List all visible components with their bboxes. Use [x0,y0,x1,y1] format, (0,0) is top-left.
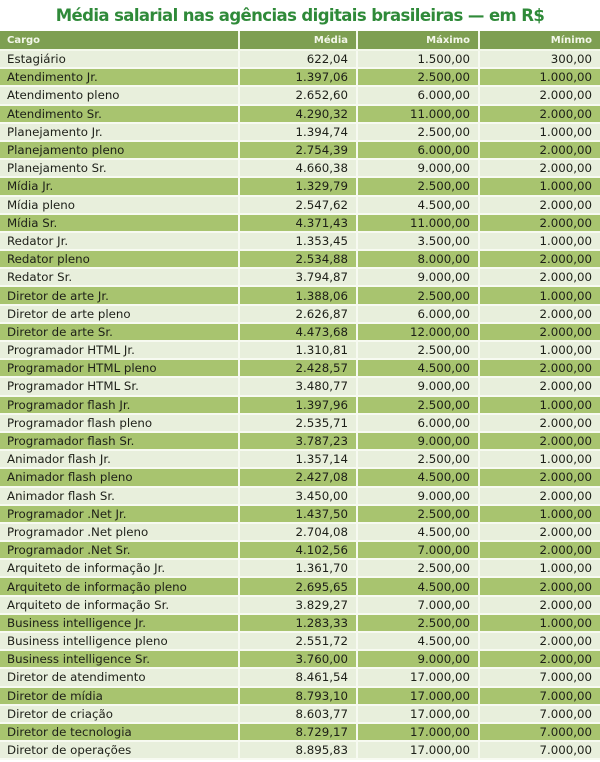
table-row [0,506,600,524]
cell-minimo: 300,00 [480,51,600,69]
cell-media: 4.660,38 [240,160,358,178]
cell-media: 3.450,00 [240,488,358,506]
cell-minimo: 7.000,00 [480,706,600,724]
table-row [0,451,600,469]
cell-minimo: 2.000,00 [480,197,600,215]
cell-minimo: 2.000,00 [480,378,600,396]
cell-media: 1.397,06 [240,69,358,87]
cell-minimo: 2.000,00 [480,633,600,651]
cell-media: 622,04 [240,51,358,69]
cell-media: 4.371,43 [240,215,358,233]
table-row [0,142,600,160]
cell-media: 2.547,62 [240,197,358,215]
cell-minimo: 1.000,00 [480,615,600,633]
cell-cargo: Animador flash Jr. [0,451,240,469]
cell-media: 3.829,27 [240,597,358,615]
cell-maximo: 6.000,00 [358,142,480,160]
cell-media: 2.704,08 [240,524,358,542]
cell-maximo: 7.000,00 [358,542,480,560]
column-header-maximo: Máximo [358,31,480,51]
cell-cargo: Animador flash pleno [0,469,240,487]
table-row [0,688,600,706]
cell-cargo: Mídia Sr. [0,215,240,233]
table-row [0,106,600,124]
table-row [0,524,600,542]
cell-media: 2.534,88 [240,251,358,269]
header-row [0,31,600,51]
cell-media: 1.361,70 [240,560,358,578]
cell-media: 8.603,77 [240,706,358,724]
table-row [0,578,600,596]
cell-minimo: 2.000,00 [480,160,600,178]
table-row [0,633,600,651]
cell-cargo: Animador flash Sr. [0,488,240,506]
cell-maximo: 4.500,00 [358,197,480,215]
cell-cargo: Arquiteto de informação Sr. [0,597,240,615]
table-row [0,197,600,215]
cell-media: 2.754,39 [240,142,358,160]
cell-media: 8.461,54 [240,669,358,687]
cell-cargo: Business intelligence Jr. [0,615,240,633]
cell-cargo: Mídia pleno [0,197,240,215]
cell-media: 2.427,08 [240,469,358,487]
cell-media: 1.310,81 [240,342,358,360]
cell-cargo: Diretor de arte Sr. [0,324,240,342]
table-row [0,287,600,305]
cell-cargo: Diretor de arte pleno [0,306,240,324]
table-row [0,251,600,269]
cell-cargo: Programador HTML Jr. [0,342,240,360]
cell-maximo: 17.000,00 [358,742,480,760]
cell-media: 1.437,50 [240,506,358,524]
cell-media: 1.397,96 [240,397,358,415]
cell-minimo: 2.000,00 [480,215,600,233]
cell-cargo: Diretor de operações [0,742,240,760]
cell-maximo: 8.000,00 [358,251,480,269]
cell-minimo: 2.000,00 [480,651,600,669]
cell-minimo: 2.000,00 [480,106,600,124]
cell-minimo: 2.000,00 [480,360,600,378]
cell-media: 1.357,14 [240,451,358,469]
table-row [0,269,600,287]
cell-minimo: 2.000,00 [480,578,600,596]
cell-maximo: 17.000,00 [358,724,480,742]
table-row [0,415,600,433]
cell-cargo: Diretor de atendimento [0,669,240,687]
table-row [0,615,600,633]
cell-cargo: Planejamento pleno [0,142,240,160]
cell-media: 3.760,00 [240,651,358,669]
cell-cargo: Mídia Jr. [0,178,240,196]
table-row [0,542,600,560]
cell-maximo: 3.500,00 [358,233,480,251]
cell-media: 4.290,32 [240,106,358,124]
cell-maximo: 4.500,00 [358,633,480,651]
cell-maximo: 2.500,00 [358,615,480,633]
cell-minimo: 2.000,00 [480,269,600,287]
cell-minimo: 2.000,00 [480,306,600,324]
cell-cargo: Arquiteto de informação pleno [0,578,240,596]
cell-maximo: 9.000,00 [358,269,480,287]
cell-maximo: 17.000,00 [358,688,480,706]
cell-maximo: 9.000,00 [358,433,480,451]
cell-maximo: 9.000,00 [358,378,480,396]
cell-maximo: 2.500,00 [358,69,480,87]
column-header-cargo: Cargo [0,31,240,51]
cell-maximo: 2.500,00 [358,287,480,305]
table-row [0,233,600,251]
cell-cargo: Planejamento Sr. [0,160,240,178]
cell-cargo: Business intelligence Sr. [0,651,240,669]
cell-minimo: 1.000,00 [480,397,600,415]
cell-media: 3.794,87 [240,269,358,287]
cell-minimo: 2.000,00 [480,415,600,433]
cell-cargo: Business intelligence pleno [0,633,240,651]
cell-cargo: Programador HTML pleno [0,360,240,378]
cell-cargo: Atendimento Jr. [0,69,240,87]
cell-minimo: 1.000,00 [480,506,600,524]
cell-cargo: Programador flash Sr. [0,433,240,451]
table-row [0,742,600,760]
column-header-minimo: Mínimo [480,31,600,51]
cell-minimo: 1.000,00 [480,560,600,578]
table-row [0,69,600,87]
table-row [0,397,600,415]
cell-cargo: Atendimento Sr. [0,106,240,124]
table-row [0,306,600,324]
table-row [0,87,600,105]
cell-cargo: Diretor de mídia [0,688,240,706]
table-row [0,360,600,378]
table-row [0,651,600,669]
cell-maximo: 7.000,00 [358,597,480,615]
cell-minimo: 1.000,00 [480,124,600,142]
cell-minimo: 2.000,00 [480,433,600,451]
table-row [0,433,600,451]
cell-minimo: 1.000,00 [480,69,600,87]
cell-minimo: 1.000,00 [480,451,600,469]
cell-maximo: 9.000,00 [358,160,480,178]
cell-cargo: Programador .Net Jr. [0,506,240,524]
cell-media: 8.793,10 [240,688,358,706]
cell-cargo: Diretor de criação [0,706,240,724]
cell-cargo: Programador .Net pleno [0,524,240,542]
cell-minimo: 7.000,00 [480,688,600,706]
cell-minimo: 7.000,00 [480,724,600,742]
cell-media: 8.729,17 [240,724,358,742]
table-row [0,124,600,142]
cell-minimo: 2.000,00 [480,524,600,542]
table-row [0,342,600,360]
cell-cargo: Diretor de tecnologia [0,724,240,742]
cell-cargo: Programador HTML Sr. [0,378,240,396]
cell-maximo: 2.500,00 [358,342,480,360]
cell-maximo: 11.000,00 [358,106,480,124]
cell-minimo: 1.000,00 [480,178,600,196]
cell-cargo: Programador .Net Sr. [0,542,240,560]
cell-media: 1.388,06 [240,287,358,305]
cell-media: 1.353,45 [240,233,358,251]
cell-cargo: Planejamento Jr. [0,124,240,142]
cell-cargo: Diretor de arte Jr. [0,287,240,305]
salary-table [0,31,600,760]
cell-cargo: Redator Jr. [0,233,240,251]
cell-media: 2.535,71 [240,415,358,433]
cell-minimo: 2.000,00 [480,488,600,506]
cell-maximo: 11.000,00 [358,215,480,233]
cell-media: 2.551,72 [240,633,358,651]
table-row [0,215,600,233]
cell-cargo: Programador flash Jr. [0,397,240,415]
cell-maximo: 2.500,00 [358,124,480,142]
cell-maximo: 17.000,00 [358,669,480,687]
cell-media: 2.626,87 [240,306,358,324]
cell-minimo: 1.000,00 [480,287,600,305]
table-title: Média salarial nas agências digitais brasileiras — em R$ [55,6,545,25]
cell-media: 1.329,79 [240,178,358,196]
cell-maximo: 2.500,00 [358,178,480,196]
cell-media: 2.695,65 [240,578,358,596]
cell-maximo: 2.500,00 [358,451,480,469]
cell-cargo: Estagiário [0,51,240,69]
cell-minimo: 2.000,00 [480,142,600,160]
title-bar [0,0,600,31]
cell-cargo: Redator Sr. [0,269,240,287]
cell-minimo: 2.000,00 [480,597,600,615]
cell-maximo: 9.000,00 [358,488,480,506]
cell-minimo: 7.000,00 [480,742,600,760]
table-header [0,31,600,51]
table-row [0,706,600,724]
cell-media: 4.102,56 [240,542,358,560]
cell-media: 2.428,57 [240,360,358,378]
table-row [0,160,600,178]
cell-media: 3.787,23 [240,433,358,451]
cell-maximo: 4.500,00 [358,469,480,487]
cell-cargo: Arquiteto de informação Jr. [0,560,240,578]
cell-media: 2.652,60 [240,87,358,105]
cell-media: 1.283,33 [240,615,358,633]
cell-minimo: 2.000,00 [480,469,600,487]
table-row [0,469,600,487]
cell-cargo: Programador flash pleno [0,415,240,433]
table-row [0,378,600,396]
cell-media: 8.895,83 [240,742,358,760]
cell-maximo: 9.000,00 [358,651,480,669]
cell-maximo: 4.500,00 [358,360,480,378]
cell-minimo: 2.000,00 [480,251,600,269]
table-row [0,178,600,196]
table-row [0,488,600,506]
table-row [0,51,600,69]
cell-maximo: 4.500,00 [358,524,480,542]
table-row [0,724,600,742]
cell-maximo: 6.000,00 [358,415,480,433]
cell-minimo: 2.000,00 [480,542,600,560]
cell-media: 1.394,74 [240,124,358,142]
cell-minimo: 2.000,00 [480,324,600,342]
cell-maximo: 17.000,00 [358,706,480,724]
cell-maximo: 6.000,00 [358,87,480,105]
cell-minimo: 7.000,00 [480,669,600,687]
column-header-media: Média [240,31,358,51]
cell-maximo: 12.000,00 [358,324,480,342]
cell-maximo: 2.500,00 [358,397,480,415]
cell-cargo: Atendimento pleno [0,87,240,105]
table-row [0,560,600,578]
table-row [0,597,600,615]
table-row [0,324,600,342]
cell-maximo: 4.500,00 [358,578,480,596]
cell-maximo: 6.000,00 [358,306,480,324]
cell-media: 4.473,68 [240,324,358,342]
table-row [0,669,600,687]
cell-media: 3.480,77 [240,378,358,396]
cell-cargo: Redator pleno [0,251,240,269]
cell-maximo: 1.500,00 [358,51,480,69]
cell-maximo: 2.500,00 [358,560,480,578]
cell-maximo: 2.500,00 [358,506,480,524]
cell-minimo: 1.000,00 [480,342,600,360]
cell-minimo: 1.000,00 [480,233,600,251]
table-body [0,51,600,760]
cell-minimo: 2.000,00 [480,87,600,105]
